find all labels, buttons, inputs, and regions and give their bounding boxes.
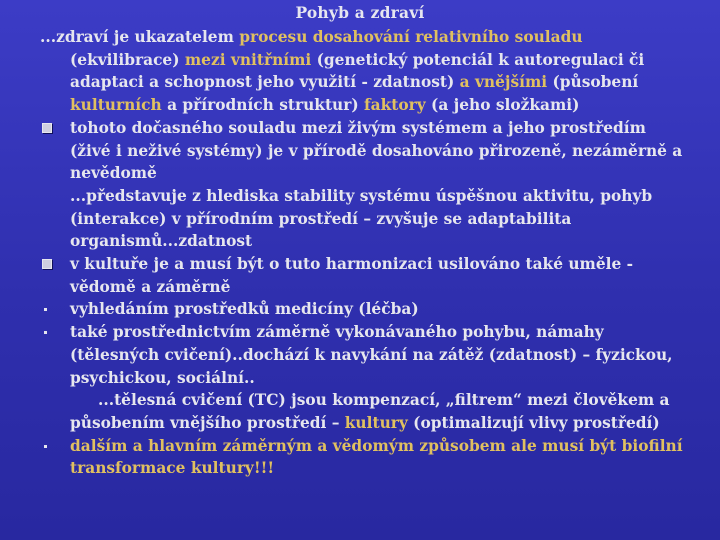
intro-highlight-vnitrnimi: mezi vnitřními [184, 50, 312, 69]
list-item-souladu-text: tohoto dočasného souladu mezi živým systémem a jeho prostředím (živé i neživé systémy) je v přírodě dosahováno přirozeně, nezáměrně a nevědomě [70, 118, 683, 183]
telesna-text-a: ...tělesná cvičení (TC) jsou kompenzací, „filtrem“ mezi člověkem a působením vnějšího prostředí – [70, 391, 670, 432]
list-item-pohyb-text: také prostřednictvím záměrně vykonávaného pohybu, námahy (tělesných cvičení)..dochází k navykání na zátěž (zdatnost) – fyzickou, psychickou, sociální.. [70, 323, 673, 387]
list-item-biofilni [40, 435, 686, 480]
paragraph-telesna-cviceni [40, 389, 686, 434]
intro-text-c: (ekvilibrace) [70, 50, 185, 69]
intro-text-g: (působení [547, 73, 639, 92]
paragraph-predstavuje-text: ...představuje z hlediska stability systému úspěšnou aktivitu, pohyb (interakce) v přírodním prostředí – zvyšuje se adaptabilita organismů...zdatnost [70, 186, 653, 251]
intro-text-e: (genetický potenciál k autoregulaci či adaptaci a schopnost jeho využití - zdatnost) [70, 50, 645, 92]
telesna-highlight-kultury: kultury [344, 413, 408, 432]
intro-text-k: (a jeho složkami) [425, 96, 580, 115]
list-item-medicina-text: vyhledáním prostředků medicíny (léčba) [70, 300, 419, 319]
small-dot-bullet-icon [42, 321, 62, 344]
small-dot-bullet-icon [42, 298, 62, 321]
intro-highlight-proces: procesu dosahování relativního souladu [239, 28, 583, 46]
list-item-pohyb [40, 321, 686, 389]
list-item-kultura [40, 253, 686, 298]
slide-content [40, 26, 686, 480]
intro-text-a: ...zdraví je ukazatelem [40, 28, 240, 46]
paragraph-intro [40, 26, 686, 117]
slide-title: Pohyb a zdraví [295, 3, 425, 22]
intro-highlight-kulturnich: kulturních [70, 96, 162, 115]
paragraph-predstavuje [40, 185, 686, 253]
telesna-text-c: (optimalizují vlivy prostředí) [407, 413, 660, 432]
checkbox-square-bullet-icon [42, 117, 62, 140]
list-item-kultura-text: v kultuře je a musí být o tuto harmonizaci usilováno také uměle - vědomě a záměrně [70, 255, 634, 296]
list-item-souladu [40, 117, 686, 185]
intro-highlight-faktory: faktory [364, 96, 426, 115]
list-item-medicina [40, 298, 686, 321]
small-dot-bullet-icon [42, 435, 62, 458]
checkbox-square-bullet-icon [42, 253, 62, 276]
intro-highlight-vnejsimi: a vnějšími [459, 73, 548, 92]
list-item-biofilni-text: dalším a hlavním záměrným a vědomým způsobem ale musí být biofilní transformace kultury!!! [70, 436, 683, 478]
intro-text-i: a přírodních struktur) [161, 96, 364, 115]
